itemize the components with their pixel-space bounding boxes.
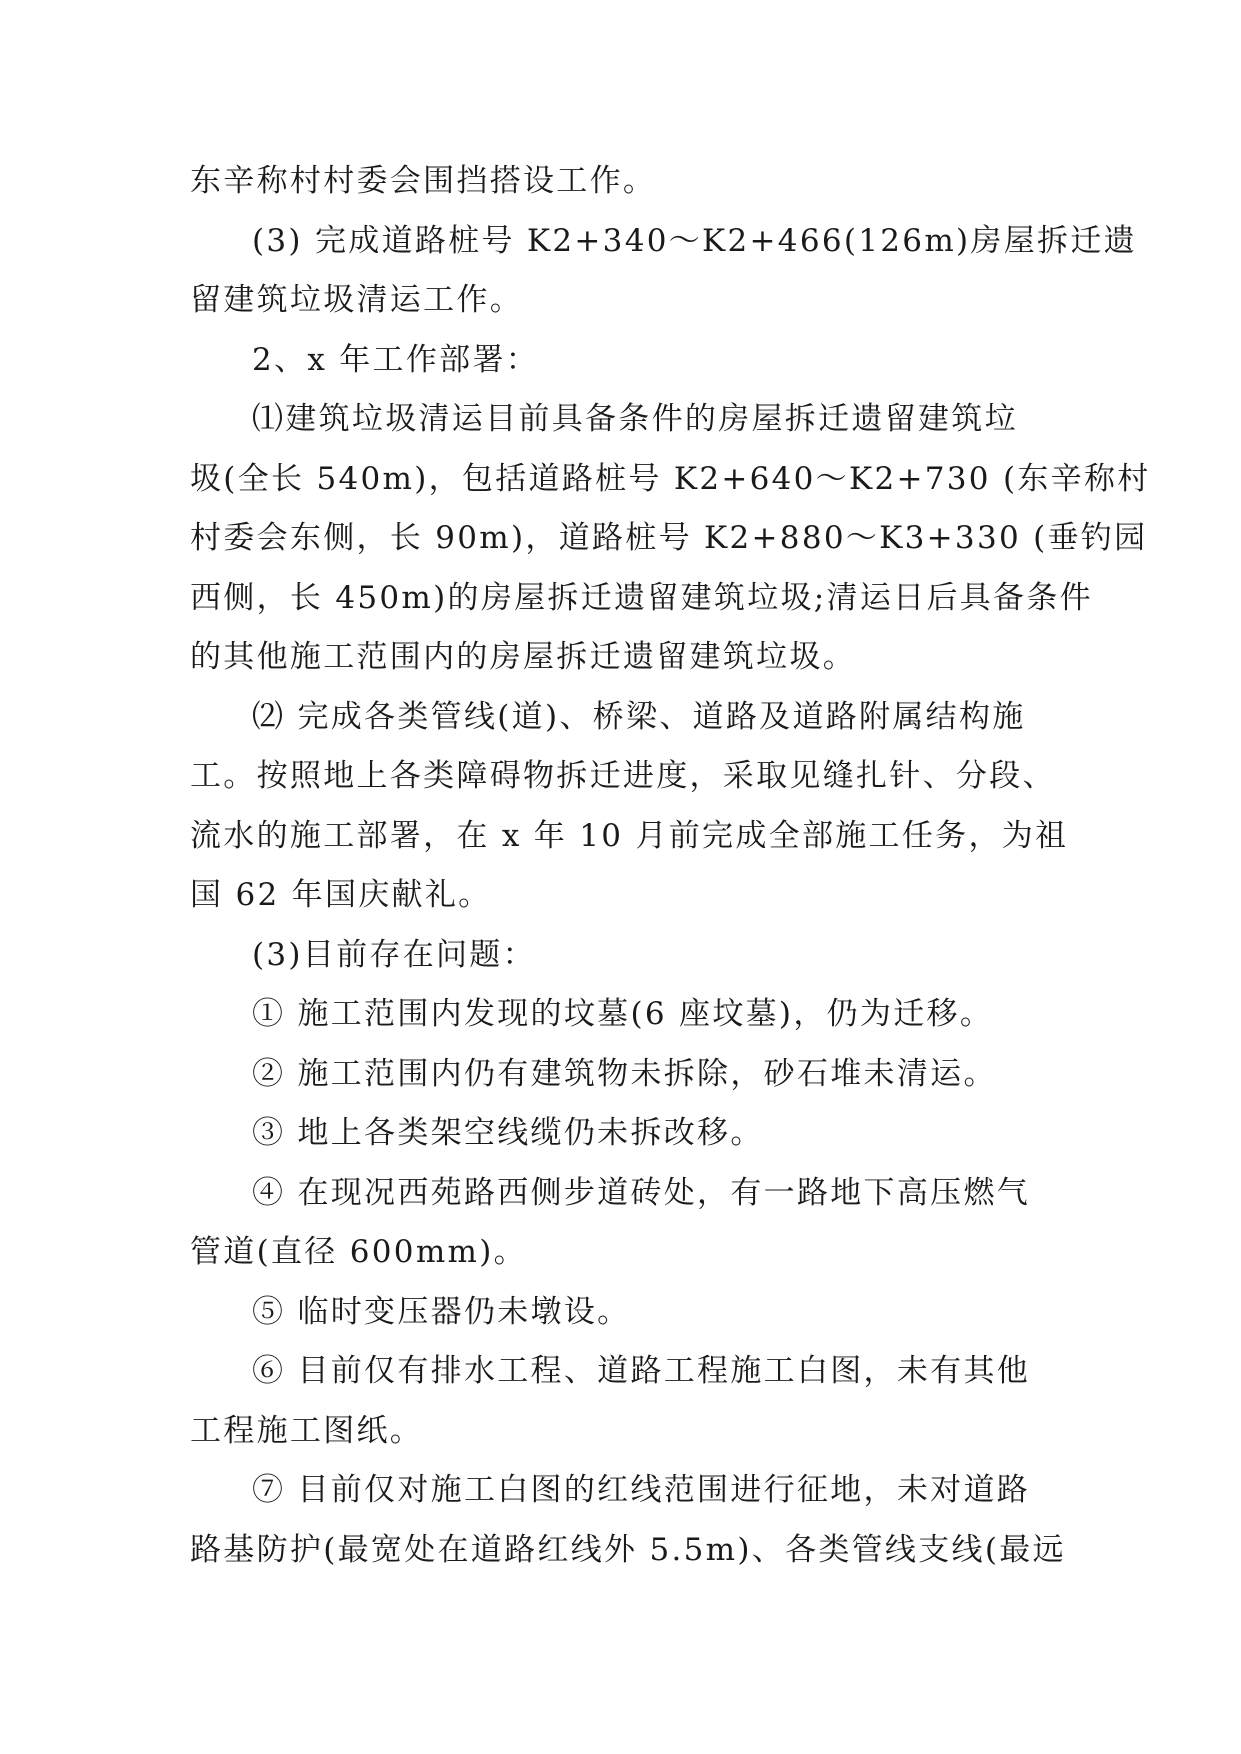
list-item: ① 施工范围内发现的坟墓(6 座坟墓)，仍为迁移。 — [252, 996, 994, 1032]
section-heading: 2、x 年工作部署： — [252, 341, 540, 378]
list-item: ⑦ 目前仅对施工白图的红线范围进行征地，未对道路 — [252, 1472, 1031, 1508]
text-line: 圾(全长 540m)，包括道路桩号 K2+640～K2+730 (东辛称村 — [190, 460, 1151, 497]
list-item: ② 施工范围内仍有建筑物未拆除，砂石堆未清运。 — [252, 1055, 997, 1092]
text-line: 西侧，长 450m)的房屋拆迁遗留建筑垃圾;清运日后具备条件 — [190, 579, 1093, 616]
list-item: ⑤ 临时变压器仍未墩设。 — [252, 1293, 631, 1330]
text-line: 的其他施工范围内的房屋拆迁遗留建筑垃圾。 — [190, 639, 856, 675]
text-line: 工程施工图纸。 — [190, 1412, 424, 1449]
list-item: ③ 地上各类架空线缆仍未拆改移。 — [252, 1115, 764, 1151]
text-line: ⑵ 完成各类管线(道)、桥梁、道路及道路附属结构施 — [252, 698, 1026, 735]
text-line: 国 62 年国庆献礼。 — [190, 877, 492, 913]
text-line: 村委会东侧，长 90m)，道路桩号 K2+880～K3+330 (垂钓园 — [190, 520, 1148, 556]
list-item: ⑥ 目前仅有排水工程、道路工程施工白图，未有其他 — [252, 1353, 1031, 1389]
text-line: 路基防护(最宽处在道路红线外 5.5m)、各类管线支线(最远 — [190, 1531, 1066, 1568]
document-body — [190, 152, 1151, 1580]
text-line: (3) 完成道路桩号 K2+340～K2+466(126m)房屋拆迁遗 — [252, 222, 1137, 259]
text-line: 管道(直径 600mm)。 — [190, 1234, 527, 1270]
list-item: ④ 在现况西苑路西侧步道砖处，有一路地下高压燃气 — [252, 1174, 1031, 1211]
text-line: 东辛称村村委会围挡搭设工作。 — [190, 163, 657, 199]
text-line: 留建筑垃圾清运工作。 — [190, 282, 523, 318]
subsection-heading: (3)目前存在问题： — [252, 936, 536, 973]
text-line: 工。按照地上各类障碍物拆迁进度，采取见缝扎针、分段、 — [190, 758, 1056, 794]
text-line: ⑴建筑垃圾清运目前具备条件的房屋拆迁遗留建筑垃 — [252, 401, 1018, 437]
text-line: 流水的施工部署，在 x 年 10 月前完成全部施工任务，为祖 — [190, 817, 1069, 854]
